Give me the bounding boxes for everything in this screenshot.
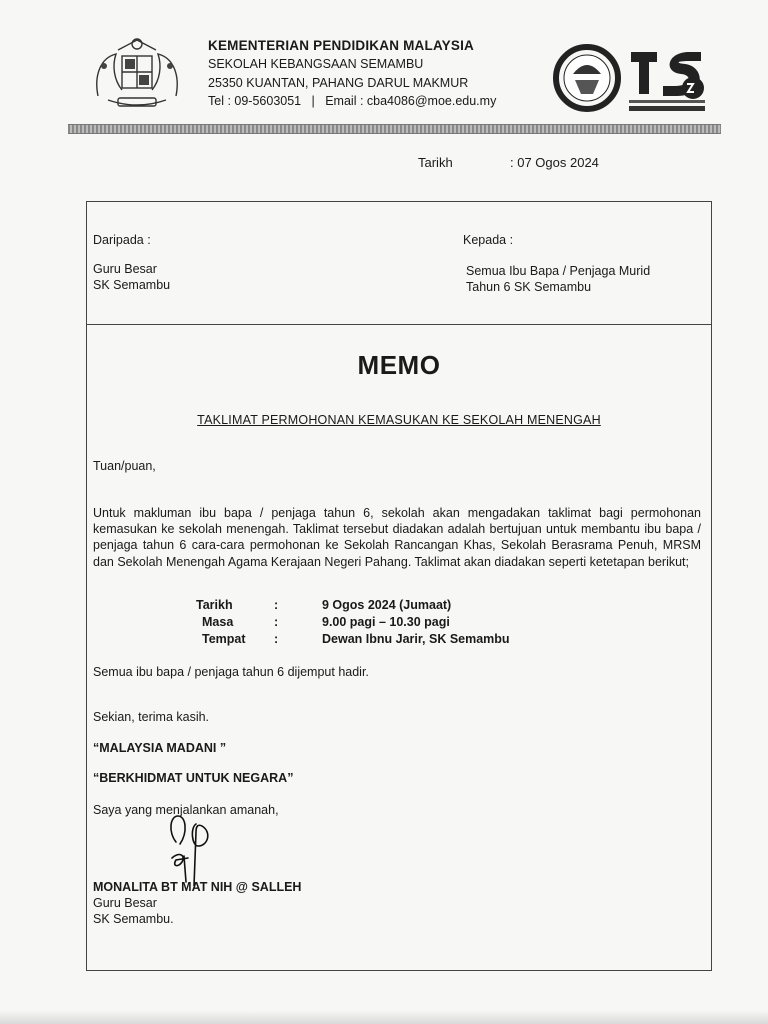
from-title: Guru Besar — [93, 262, 157, 276]
detail-label: Tempat — [202, 632, 246, 646]
memo-heading: MEMO — [357, 350, 441, 380]
greeting: Tuan/puan, — [93, 459, 156, 473]
date-label: Tarikh — [418, 155, 453, 170]
from-school: SK Semambu — [93, 278, 171, 292]
letterhead-divider — [68, 124, 721, 134]
to-label: Kepada : — [463, 233, 514, 247]
detail-value: Dewan Ibnu Jarir, SK Semambu — [322, 632, 510, 646]
school-address: 25350 KUANTAN, PAHANG DARUL MAKMUR — [208, 76, 469, 90]
slogan-berkhidmat: “BERKHIDMAT UNTUK NEGARA” — [93, 771, 294, 785]
detail-row-venue — [196, 632, 510, 649]
invitation-line: Semua ibu bapa / penjaga tahun 6 dijemput hadir. — [93, 665, 369, 679]
detail-colon: : — [274, 598, 279, 612]
detail-row-date — [196, 598, 510, 615]
closing-thanks: Sekian, terima kasih. — [93, 710, 210, 724]
school-emblem-icon — [553, 40, 621, 114]
memo-subject: TAKLIMAT PERMOHONAN KEMASUKAN KE SEKOLAH MENENGAH — [197, 413, 601, 427]
to-recipients: Semua Ibu Bapa / Penjaga Murid — [466, 264, 651, 278]
signer-name: MONALITA BT MAT NIH @ SALLEH — [93, 880, 302, 894]
school-name: SEKOLAH KEBANGSAAN SEMAMBU — [208, 57, 424, 71]
detail-label: Masa — [202, 615, 234, 629]
ministry-title: KEMENTERIAN PENDIDIKAN MALAYSIA — [208, 38, 474, 53]
detail-value: 9.00 pagi – 10.30 pagi — [322, 615, 450, 629]
signer-role: Guru Besar — [93, 896, 157, 910]
detail-row-time — [196, 615, 510, 632]
event-details — [196, 598, 510, 649]
ts25-logo-icon — [627, 44, 707, 116]
coat-of-arms-icon — [88, 36, 186, 114]
body-paragraph: Untuk makluman ibu bapa / penjaga tahun 6, sekolah akan mengadakan taklimat bagi permohonan kemasukan ke sekolah menengah. Taklimat tersebut diadakan adalah bertujuan untuk membantu ibu bapa / penjaga tahun 6 cara-cara permohonan ke Sekolah Rancangan Khas, Sekolah Berasrama Penuh, MRSM dan Sekolah Menengah Agama Kerajaan Negeri Pahang. Taklimat akan diadakan seperti ketetapan berikut; — [93, 506, 701, 569]
detail-colon: : — [274, 615, 279, 629]
scan-bottom-edge — [0, 1010, 768, 1024]
detail-label: Tarikh — [196, 598, 233, 612]
detail-colon: : — [274, 632, 279, 646]
from-label: Daripada : — [93, 233, 151, 247]
detail-value: 9 Ogos 2024 (Jumaat) — [322, 598, 452, 612]
closing-trust-line: Saya yang menjalankan amanah, — [93, 803, 279, 817]
header-divider — [86, 324, 712, 325]
signer-school: SK Semambu. — [93, 912, 174, 926]
date-value: : 07 Ogos 2024 — [510, 155, 599, 170]
to-class: Tahun 6 SK Semambu — [466, 280, 592, 294]
handwritten-signature — [158, 812, 220, 886]
school-contact: Tel : 09-5603051 | Email : cba4086@moe.edu.my — [208, 94, 497, 108]
slogan-madani: “MALAYSIA MADANI ” — [93, 741, 227, 755]
